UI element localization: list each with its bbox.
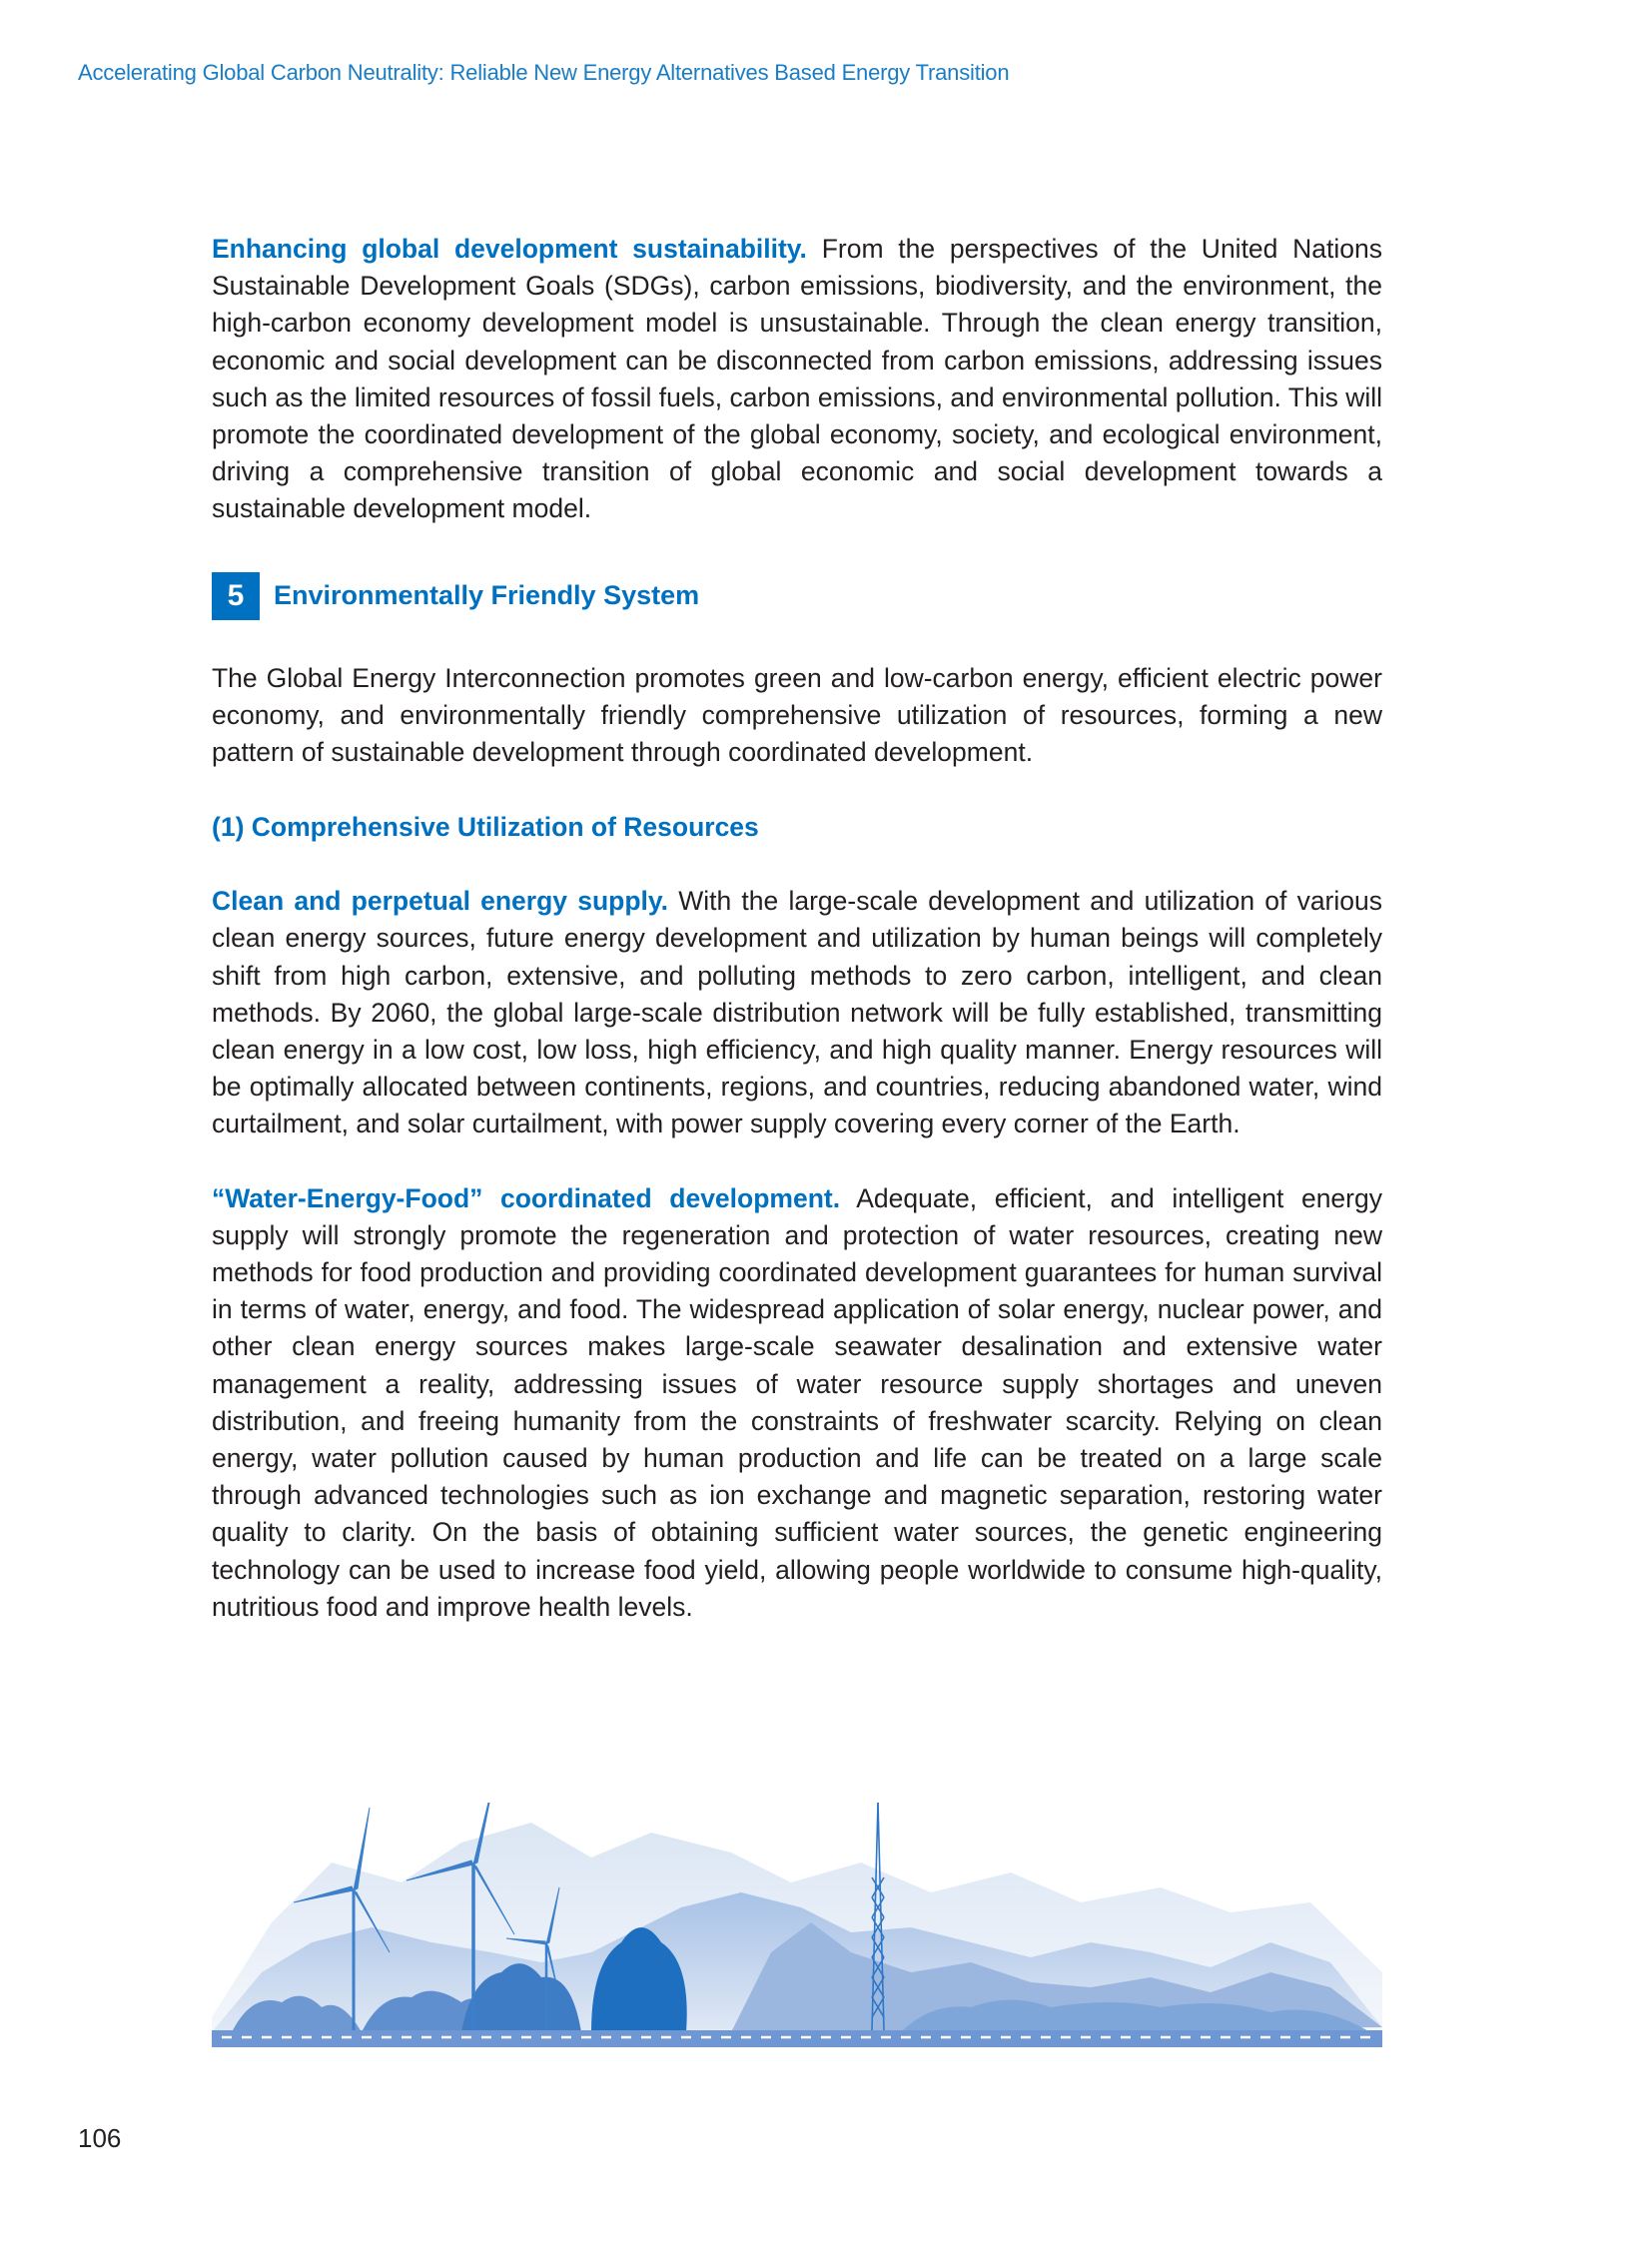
paragraph-lead: “Water-Energy-Food” coordinated development. bbox=[212, 1182, 841, 1213]
paragraph-lead: Enhancing global development sustainability. bbox=[212, 234, 807, 264]
paragraph-text: With the large-scale development and utilization of various clean energy sources, future energy development and utilization by human beings will completely shift from high carbon, extensive, and polluting methods to zero carbon, intelligent, and clean methods. By 2060, the global large-scale distribution network will be fully established, transmitting clean energy in a low cost, low loss, high efficiency, and high quality manner. Energy resources will be optimally allocated between continents, regions, and countries, reducing abandoned water, wind curtailment, and solar curtailment, with power supply covering every corner of the Earth. bbox=[212, 886, 1382, 1139]
landscape-illustration bbox=[212, 1803, 1382, 2047]
section-number-badge: 5 bbox=[212, 572, 260, 620]
paragraph-water-energy-food bbox=[212, 1180, 1382, 1626]
running-header: Accelerating Global Carbon Neutrality: Reliable New Energy Alternatives Based Energy Transition bbox=[78, 60, 1010, 85]
paragraph-text: Adequate, efficient, and intelligent energy supply will strongly promote the regeneration and protection of water resources, creating new methods for food production and providing coordinated development guarantees for human survival in terms of water, energy, and food. The widespread application of solar energy, nuclear power, and other clean energy sources makes large-scale seawater desalination and extensive water management a reality, addressing issues of water resource supply shortages and uneven distribution, and freeing humanity from the constraints of freshwater scarcity. Relying on clean energy, water pollution caused by human production and life can be treated on a large scale through advanced technologies such as ion exchange and magnetic separation, restoring water quality to clarity. On the basis of obtaining sufficient water sources, the genetic engineering technology can be used to increase food yield, allowing people worldwide to consume high-quality, nutritious food and improve health levels. bbox=[212, 1182, 1382, 1622]
paragraph-sustainability bbox=[212, 231, 1382, 528]
paragraph-clean-energy-supply bbox=[212, 883, 1382, 1142]
wind-turbine-landscape-icon bbox=[212, 1803, 1382, 2047]
section-heading bbox=[212, 572, 1382, 620]
subsection-title: (1) Comprehensive Utilization of Resources bbox=[212, 812, 759, 843]
paragraph-text: From the perspectives of the United Nations Sustainable Development Goals (SDGs), carbon emissions, biodiversity, and the environment, the high-carbon economy development model is unsustainable. Through the clean energy transition, economic and social development can be disconnected from carbon emissions, addressing issues such as the limited resources of fossil fuels, carbon emissions, and environmental pollution. This will promote the coordinated development of the global economy, society, and ecological environment, driving a comprehensive transition of global economic and social development towards a sustainable development model. bbox=[212, 234, 1383, 524]
paragraph-lead: Clean and perpetual energy supply. bbox=[212, 886, 669, 917]
page-content bbox=[212, 231, 1382, 1626]
section-intro: The Global Energy Interconnection promotes green and low-carbon energy, efficient electric power economy, and environmentally friendly comprehensive utilization of resources, forming a new pattern of sustainable development through coordinated development. bbox=[212, 662, 1382, 768]
section-title: Environmentally Friendly System bbox=[274, 580, 700, 611]
page-number: 106 bbox=[78, 2123, 122, 2153]
